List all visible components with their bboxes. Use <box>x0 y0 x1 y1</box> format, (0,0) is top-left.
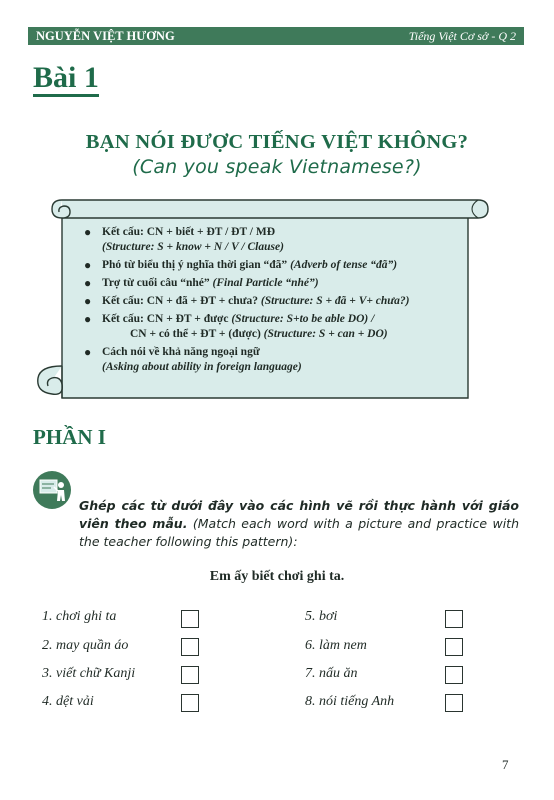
page-number: 7 <box>502 757 509 772</box>
vocab-item: 5. bơi <box>305 609 338 624</box>
answer-box[interactable] <box>445 610 463 628</box>
answer-box[interactable] <box>181 638 199 656</box>
list-item <box>84 276 484 291</box>
grammar-points-list <box>84 225 484 378</box>
answer-box[interactable] <box>181 610 199 628</box>
author-name: NGUYỄN VIỆT HƯƠNG <box>36 28 175 43</box>
lesson-title: Bài 1 <box>33 63 99 97</box>
point-translation: (Structure: S+to be able DO) / <box>228 313 375 325</box>
answer-box[interactable] <box>181 694 199 712</box>
answer-box[interactable] <box>445 666 463 684</box>
point-line: Kết cấu: CN + biết + ĐT / ĐT / MĐ <box>102 226 276 238</box>
vocab-item: 8. nói tiếng Anh <box>305 694 395 709</box>
point-line: Phó từ biểu thị ý nghĩa thời gian “đã” <box>102 259 288 271</box>
vocab-item: 4. dệt vải <box>42 694 94 709</box>
list-item <box>84 312 484 342</box>
point-translation: (Structure: S + đã + V+ chưa?) <box>258 295 410 307</box>
bullet-icon: ● <box>84 258 92 272</box>
vocab-item: 3. viết chữ Kanji <box>42 666 136 681</box>
book-title: Tiếng Việt Cơ sở - Q 2 <box>408 28 516 43</box>
instruction-vietnamese: Ghép các từ dưới đây vào các hình vẽ rồi thực hành với giáo viên theo mẫu. <box>79 498 519 531</box>
bullet-icon: ● <box>84 225 92 239</box>
instruction-english: (Match each word with a picture and practice with the teacher following this pattern): <box>79 516 520 549</box>
vocab-item: 7. nấu ăn <box>305 666 358 681</box>
point-translation-2: (Structure: S + can + DO) <box>260 328 388 340</box>
answer-box[interactable] <box>445 638 463 656</box>
teacher-at-board-icon <box>32 470 72 510</box>
point-line: Kết cấu: CN + đã + ĐT + chưa? <box>102 295 259 307</box>
list-item <box>84 294 484 309</box>
point-line: Cách nói về khả năng ngoại ngữ <box>102 346 260 358</box>
answer-box[interactable] <box>181 666 199 684</box>
answer-box[interactable] <box>445 694 463 712</box>
list-item <box>84 225 484 255</box>
exercise-instruction <box>79 497 519 551</box>
point-translation: (Asking about ability in foreign language) <box>102 361 302 373</box>
lesson-main-title: BẠN NÓI ĐƯỢC TIẾNG VIỆT KHÔNG? <box>85 131 469 153</box>
point-line: Kết cấu: CN + ĐT + được <box>102 313 229 325</box>
point-translation: (Final Particle “nhé”) <box>209 277 319 289</box>
bullet-icon: ● <box>84 345 92 359</box>
point-translation: (Structure: S + know + N / V / Clause) <box>102 241 284 253</box>
vocab-item: 2. may quần áo <box>42 638 129 653</box>
section-title: PHẦN I <box>33 425 106 449</box>
point-line: Trợ từ cuối câu “nhé” <box>102 277 210 289</box>
point-line-2: CN + có thể + ĐT + (được) <box>130 328 261 340</box>
point-translation: (Adverb of tense “đã”) <box>287 259 398 271</box>
vocab-item: 6. làm nem <box>305 638 367 653</box>
bullet-icon: ● <box>84 312 92 326</box>
list-item <box>84 345 484 375</box>
bullet-icon: ● <box>84 294 92 308</box>
lesson-subtitle: (Can you speak Vietnamese?) <box>132 156 422 178</box>
bullet-icon: ● <box>84 276 92 290</box>
vocab-item: 1. chơi ghi ta <box>42 609 117 624</box>
example-sentence: Em ấy biết chơi ghi ta. <box>209 569 345 584</box>
list-item <box>84 258 484 273</box>
